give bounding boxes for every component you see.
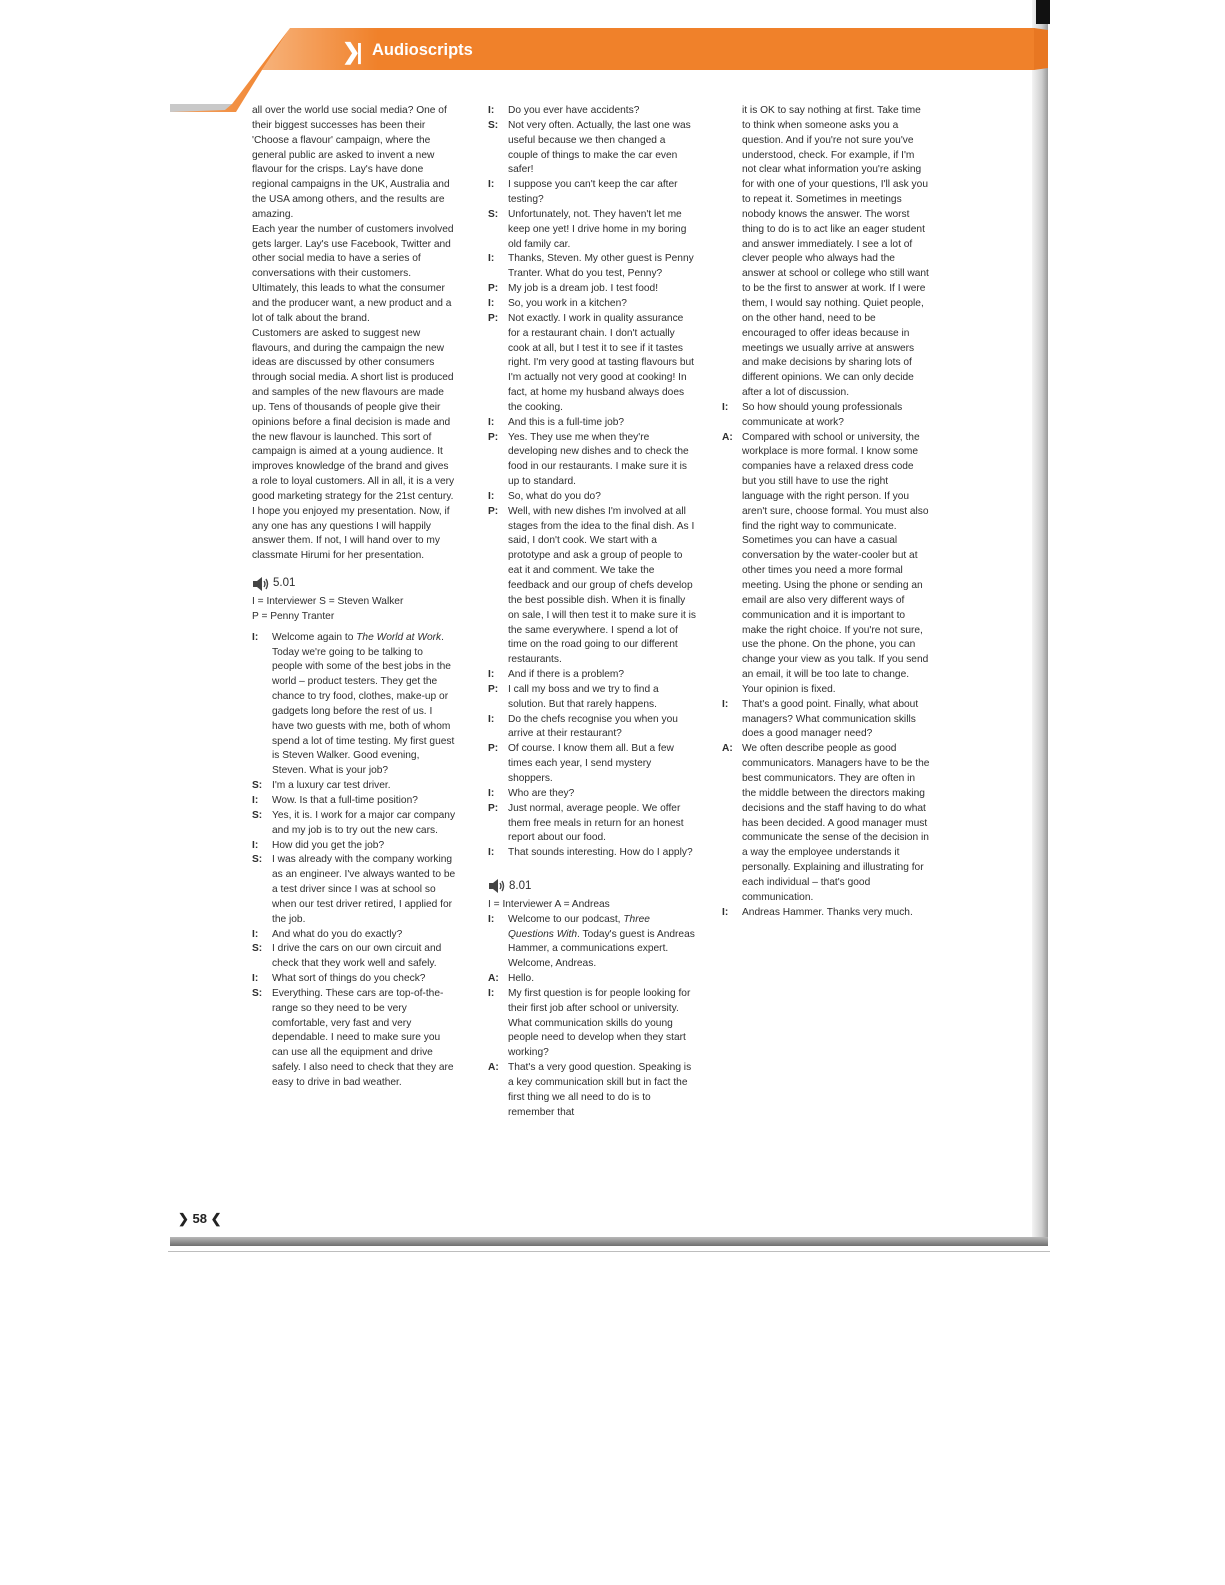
speaker-label: I: (252, 928, 259, 940)
dialogue-text: I call my boss and we try to find a solution. But that rarely happens. (508, 683, 659, 710)
dialogue-line (252, 928, 456, 943)
dialogue-text: That sounds interesting. How do I apply? (508, 847, 693, 859)
dialogue-line (722, 906, 930, 921)
dialogue-line (252, 839, 456, 854)
dialogue-text: That's a good point. Finally, what about managers? What communication skills does a good manager need? (742, 698, 919, 740)
dialogue-text: That's a very good question. Speaking is a key communication skill but in fact the first thing we all need to do is to remember that (508, 1062, 692, 1118)
speaker-icon (252, 577, 270, 591)
dialogue-line (488, 490, 696, 505)
dialogue-text: I suppose you can't keep the car after testing? (508, 179, 678, 206)
dialogue-line (488, 282, 696, 297)
dialogue-line (488, 846, 696, 861)
dialogue-text: What sort of things do you check? (272, 973, 426, 985)
speaker-label: A: (488, 1062, 499, 1074)
dialogue-text: Not exactly. I work in quality assurance for a restaurant chain. I don't actually cook at all, but I test it to see if it tastes right. I'm very good at tasting flavours but I'm actually not very good at cooking! In fact, at home my husband always does the cooking. (508, 312, 694, 413)
dialogue-text: My job is a dream job. I test food! (508, 283, 659, 295)
header-banner (0, 0, 1060, 120)
column-3 (722, 104, 930, 920)
dialogue-line (488, 416, 696, 431)
dialogue-text: I'm a luxury car test driver. (272, 780, 391, 792)
dialogue-line (488, 802, 696, 847)
speaker-label: S: (488, 119, 499, 131)
speaker-label: I: (252, 794, 259, 806)
speaker-label: I: (488, 987, 495, 999)
header-chevron: ❯| (342, 39, 359, 64)
speaker-label: A: (488, 973, 499, 985)
audio-track-heading (252, 576, 456, 591)
speaker-label: P: (488, 505, 499, 517)
speaker-label: I: (488, 416, 495, 428)
dialogue-line (252, 631, 456, 779)
dialogue-text: it is OK to say nothing at first. Take time to think when someone asks you a question. And if you're not sure you've understood, check. For example, if I'm not clear what information you're asking for with one of your questions, I'll ask you to repeat it. Sometimes in meetings nobody knows the answer. The worst thing to do is to act like an eager student and answer immediately. I see a lot of clever people who always had the answer at school or college who still want to be the first to answer at work. If I were them, I would say nothing. Quiet people, on the other hand, need to be encouraged to offer ideas because in meetings we usually arrive at answers and make decisions by sharing lots of different opinions. We can only decide after a lot of discussion. (742, 105, 929, 399)
dialogue-text-part: Welcome to our podcast, (508, 913, 624, 925)
speaker-label: I: (488, 713, 495, 725)
speaker-label: I: (488, 913, 495, 925)
dialogue-text: So, you work in a kitchen? (508, 297, 627, 309)
page-number: ❯ 58 ❮ (178, 1211, 222, 1226)
dialogue-text: So how should young professionals communicate at work? (742, 401, 903, 428)
speaker-label: P: (488, 802, 499, 814)
dialogue-text: Hello. (508, 973, 535, 985)
dialogue-text: Unfortunately, not. They haven't let me keep one yet! I drive home in my boring old family car. (508, 208, 687, 250)
speaker-label: I: (722, 698, 729, 710)
track-number: 5.01 (273, 577, 296, 590)
dialogue-line (252, 809, 456, 839)
speaker-label: A: (722, 431, 733, 443)
dialogue-text: And this is a full-time job? (508, 416, 625, 428)
speaker-label: I: (252, 973, 259, 985)
speaker-label: S: (252, 780, 263, 792)
audio-track-heading (488, 879, 696, 894)
dialogue-line (488, 742, 696, 787)
dialogue-text: Yes, it is. I work for a major car company and my job is to try out the new cars. (272, 809, 456, 836)
speaker-label: S: (252, 854, 263, 866)
dialogue-line (722, 698, 930, 743)
speaker-label: P: (488, 431, 499, 443)
dialogue-text: And what do you do exactly? (272, 928, 403, 940)
dialogue-text: Not very often. Actually, the last one was useful because we then changed a couple of things to make the car even safer! (508, 119, 691, 176)
track-number: 8.01 (509, 880, 532, 893)
speaker-label: I: (488, 490, 495, 502)
speaker-label: S: (488, 208, 499, 220)
speaker-label: I: (252, 631, 259, 643)
dialogue-text: Wow. Is that a full-time position? (272, 794, 418, 806)
dialogue-text: Andreas Hammer. Thanks very much. (742, 906, 913, 918)
paragraph: all over the world use social media? One of their biggest successes has been their 'Choose a flavour' campaign, where the general public are asked to invent a new flavour for the crisps. Lay's have done regional campaigns in the UK, Australia and the USA among others, and the results are amazing. (252, 105, 450, 220)
dialogue-text: Just normal, average people. We offer them free meals in return for an honest report about our food. (508, 802, 684, 844)
page-bottom-edge (170, 1237, 1048, 1246)
dialogue-line (488, 987, 696, 1061)
speaker-label: I: (488, 787, 495, 799)
dialogue-line (722, 742, 930, 905)
dialogue-text: Do you ever have accidents? (508, 105, 640, 116)
podcast-title: Three Questions With (508, 913, 650, 940)
dialogue-text: I drive the cars on our own circuit and check that they work well and safely. (272, 943, 442, 970)
dialogue-line (252, 853, 456, 927)
dialogue-text: Everything. These cars are top-of-the-range so they need to be very comfortable, very fast and very dependable. I need to make sure you can use all the equipment and drive safely. I also need to check that they are easy to drive in bad weather. (272, 987, 454, 1088)
speaker-label: I: (722, 401, 729, 413)
dialogue-text: And if there is a problem? (508, 669, 625, 681)
dialogue-text-part: . Today we're going to be talking to people with some of the best jobs in the world – product testers. They get the chance to try food, clothes, make-up or gadgets long before the rest of us. I have two guests with me, both of whom spend a lot of time testing. My first guest is Steven Walker. Good evening, Steven. What is your job? (272, 631, 455, 777)
dialogue-line (488, 252, 696, 282)
dialogue-line (722, 401, 930, 431)
speaker-label: I: (488, 669, 495, 681)
dialogue-text (508, 913, 696, 972)
dialogue-text: How did you get the job? (272, 839, 385, 851)
speaker-label: A: (722, 743, 733, 755)
column-1 (252, 104, 456, 1091)
dialogue-line (252, 779, 456, 794)
dialogue-text: Well, with new dishes I'm involved at all stages from the idea to the final dish. As I said, I don't cook. We start with a prototype and ask a group of people to eat it and comment. We take the feedback and our group of chefs develop the best possible dish. When it is finally on sale, I will then test it to make sure it is the same everywhere. I spend a lot of time on the road going to our different restaurants. (508, 505, 696, 666)
programme-title: The World at Work (356, 631, 442, 643)
speaker-icon (488, 879, 506, 893)
dialogue-line (488, 208, 696, 253)
dialogue-line (252, 942, 456, 972)
dialogue-text: Thanks, Steven. My other guest is Penny Tranter. What do you test, Penny? (508, 253, 694, 280)
dialogue-text: My first question is for people looking for their first job after school or university. What communication skills do young people need to develop when they start working? (508, 987, 691, 1059)
dialogue-line (722, 104, 930, 401)
speaker-label: I: (252, 839, 259, 851)
dialogue-line (252, 987, 456, 1091)
cast-list: P = Penny Tranter (252, 610, 335, 622)
speaker-label: P: (488, 283, 499, 295)
dialogue-line (722, 431, 930, 698)
speaker-label (722, 104, 742, 401)
dialogue-line (488, 312, 696, 416)
dialogue-line (488, 297, 696, 312)
dialogue-line (252, 794, 456, 809)
dialogue-line (488, 1061, 696, 1120)
column-2 (488, 104, 696, 1121)
dialogue-line (488, 972, 696, 987)
speaker-label: I: (488, 179, 495, 191)
dialogue-text: We often describe people as good communicators. Managers have to be the best communicators. They are often in the middle between the directors making decisions and the staff having to do what has been decided. A good manager must communicate the sense of the decision in a way the employee understands it personally. Explaining and illustrating for each individual – that's good communication. (742, 743, 930, 903)
dialogue-line (252, 972, 456, 987)
dialogue-text: Of course. I know them all. But a few times each year, I send mystery shoppers. (508, 743, 674, 784)
speaker-label: S: (252, 987, 263, 999)
page-title: Audioscripts (372, 41, 473, 59)
dialogue-text: Do the chefs recognise you when you arrive at their restaurant? (508, 713, 678, 740)
cast-list: I = Interviewer A = Andreas (488, 898, 610, 910)
speaker-label: P: (488, 683, 499, 695)
speaker-label: I: (488, 847, 495, 859)
dialogue-line (488, 178, 696, 208)
speaker-label: P: (488, 743, 499, 755)
dialogue-text: Who are they? (508, 787, 575, 799)
dialogue-text: Yes. They use me when they're developing new dishes and to check the food in our restaurants. I make sure it is up to standard. (508, 431, 689, 488)
page-fold-shadow (1032, 0, 1048, 1245)
dialogue-text: Compared with school or university, the workplace is more formal. I know some companies have a relaxed dress code but you still have to use the right language with the right person. If you aren't sure, choose formal. You must also find the right way to communicate. Sometimes you can have a casual conversation by the water-cooler but at other times you need a more formal meeting. Using the phone or sending an email are also very different ways of communication and it is important to make the right choice. If you're not sure, use the phone. On the phone, you can change your view as you talk. If you send an email, it will be too late to change. Your opinion is fixed. (742, 431, 929, 695)
dialogue-text: I was already with the company working as an engineer. I've always wanted to be a test driver since I was at school so when our test driver retired, I applied for the job. (272, 854, 456, 925)
dialogue-line (488, 668, 696, 683)
dialogue-line (488, 104, 696, 119)
speaker-label: I: (488, 253, 495, 265)
dialogue-line (488, 119, 696, 178)
cast-list: I = Interviewer S = Steven Walker (252, 596, 404, 607)
speaker-label: I: (722, 906, 729, 918)
paragraph: Customers are asked to suggest new flavours, and during the campaign the new ideas are discussed by other consumers through social media. A short list is produced and samples of the new flavours are made up. Tens of thousands of people give their opinions before a final decision is made and the new flavour is launched. This sort of campaign is aimed at a young audience. It improves knowledge of the brand and gives a role to loyal customers. All in all, it is a very good marketing strategy for the 21st century. I hope you enjoyed my presentation. Now, if any one has any questions I will happily answer them. If not, I will hand over to my classmate Hirumi for her presentation. (252, 327, 455, 562)
speaker-label: I: (488, 105, 495, 116)
paragraph: Each year the number of customers involved gets larger. Lay's use Facebook, Twitter and other social media to have a series of conversations with their customers. Ultimately, this leads to what the consumer and the producer want, a new product and a lot of talk about the brand. (252, 223, 454, 324)
dialogue-line (488, 683, 696, 713)
dialogue-line (488, 431, 696, 490)
dialogue-text-part: Welcome again to (272, 631, 357, 643)
speaker-label: P: (488, 312, 499, 324)
dialogue-line (488, 913, 696, 972)
scan-line (168, 1251, 1050, 1252)
speaker-label: I: (488, 297, 495, 309)
speaker-label: S: (252, 943, 263, 955)
dialogue-line (488, 713, 696, 743)
dialogue-text: So, what do you do? (508, 490, 601, 502)
dialogue-line (488, 505, 696, 668)
dialogue-text-part: . Today's guest is Andreas Hammer, a communications expert. Welcome, Andreas. (508, 928, 695, 970)
speaker-label: S: (252, 809, 263, 821)
dialogue-line (488, 787, 696, 802)
dialogue-text (272, 631, 456, 779)
